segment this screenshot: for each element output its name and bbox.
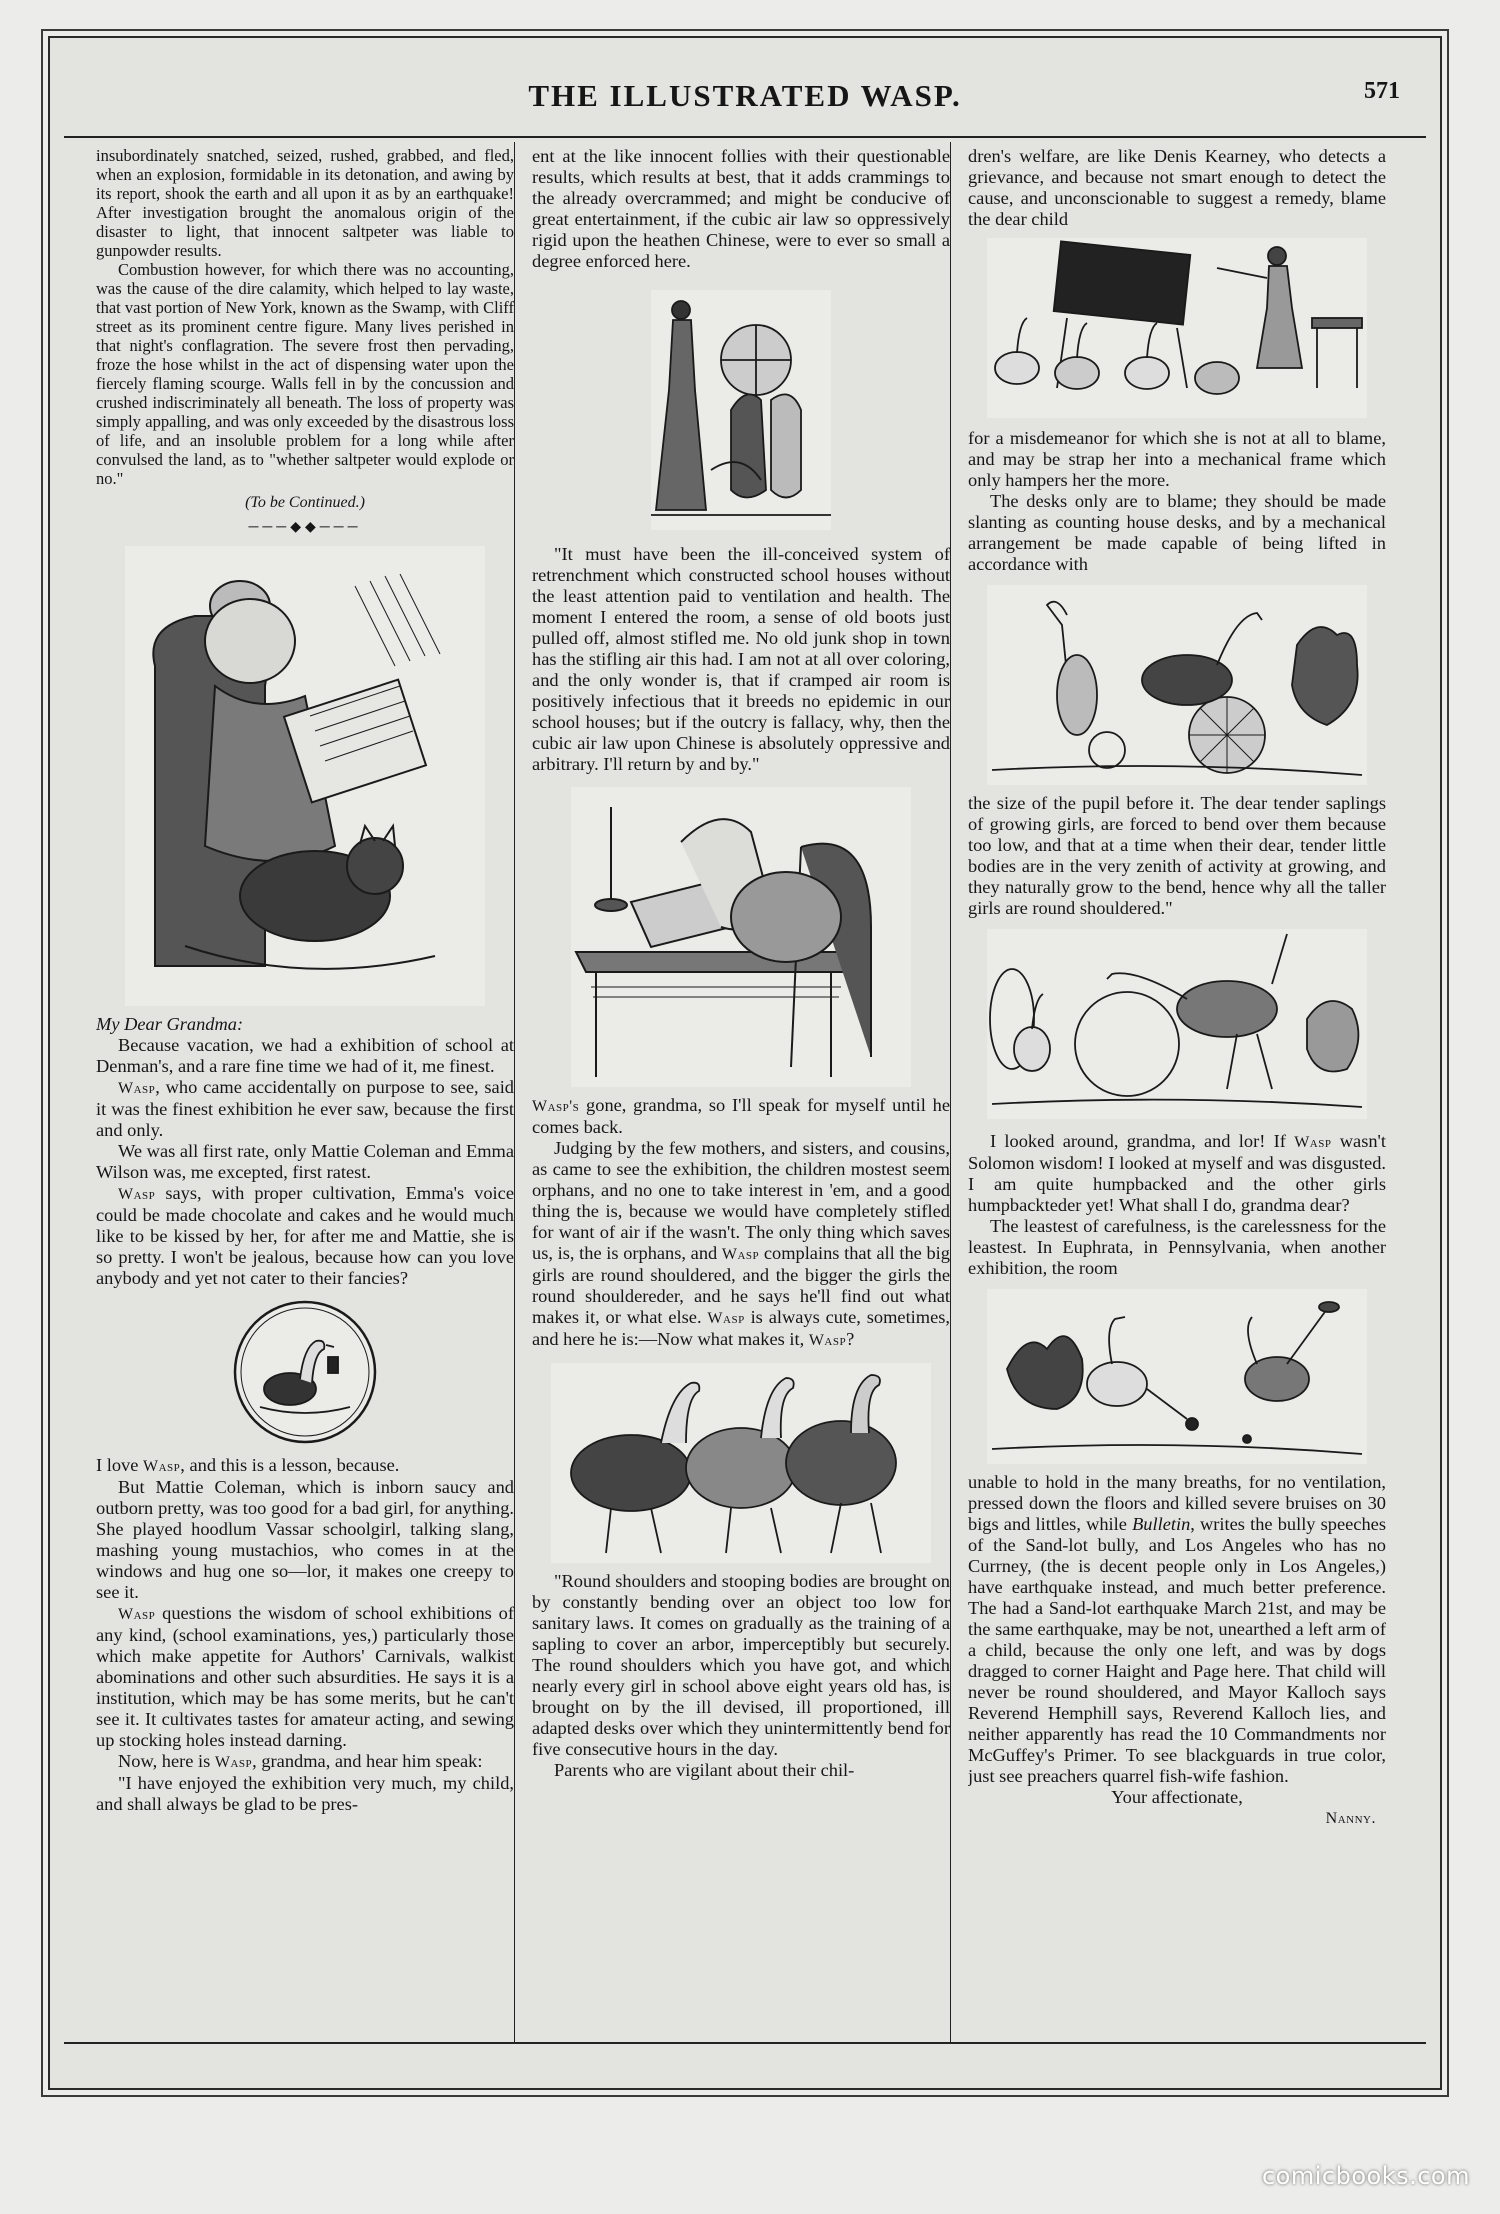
wasp-name: Wasp	[118, 1080, 156, 1097]
paragraph: for a misdemeanor for which she is not at all to blame, and may be strap her into a mechanical frame which only hampers her the more.	[968, 428, 1386, 490]
paragraph: The desks only are to blame; they should be made slanting as counting house desks, and by a mechanical arrangement be made capable of being lifted in accordance with	[968, 491, 1386, 574]
hoop-illustration-svg	[987, 929, 1367, 1119]
page-title: THE ILLUSTRATED WASP.	[528, 78, 962, 113]
column-divider-2	[950, 142, 951, 2042]
bulletin-name: Bulletin	[1132, 1514, 1191, 1534]
top-rule	[64, 136, 1426, 138]
paragraph-text: I looked around, grandma, and lor! If	[990, 1131, 1295, 1151]
paragraph-text: , and this is a lesson, because.	[180, 1455, 400, 1475]
paragraph: insubordinately snatched, seized, rushed, grabbed, and fled, when an explosion, formidable in its detonation, and awing by its report, shook the earth and all upon it as by an earthquake! After investigation brought the anomalous origin of the disaster to light, that innocent saltpeter was liable to gunpowder results.	[96, 146, 514, 260]
newspaper-page	[48, 36, 1442, 2090]
wasp-name: Wasp	[118, 1606, 156, 1623]
paragraph: Because vacation, we had a exhibition of school at Denman's, and a rare fine time we had of it, me finest.	[96, 1035, 514, 1076]
paragraph-text: is always cute, sometimes, and here he is:—Now what makes it,	[532, 1307, 950, 1349]
watermark: comicbooks.com	[1261, 2162, 1470, 2190]
paragraph	[96, 1183, 514, 1289]
paragraph-text: gone, grandma, so I'll speak for myself until he comes back.	[532, 1095, 950, 1137]
paragraph: The leastest of carefulness, is the carelessness for the leastest. In Euphrata, in Pennsylvania, when another exhibition, the room	[968, 1216, 1386, 1278]
classroom-illustration-svg	[987, 238, 1367, 418]
paragraph: Parents who are vigilant about their chil-	[554, 1760, 855, 1780]
grandma-reading-cat-illustration	[125, 546, 485, 1006]
bottom-rule	[64, 2042, 1426, 2044]
wasp-name: Wasp	[118, 1186, 156, 1203]
goose-medallion-svg	[230, 1297, 380, 1447]
paragraph	[96, 1751, 514, 1773]
page-number: 571	[1364, 78, 1400, 104]
paragraph	[968, 1472, 1386, 1787]
paragraph-text: complains that all the big girls are round shouldered, and the bigger the girls the round shouldereder, and he says he'll find out what makes it, or what else.	[532, 1243, 950, 1327]
wasp-name: Wasp's	[532, 1098, 580, 1115]
closing: Your affectionate,	[1111, 1787, 1243, 1807]
wasp-name: Wasp	[1294, 1134, 1332, 1151]
column-1	[96, 146, 514, 2036]
paragraph	[532, 1138, 950, 1351]
geese-croquet-illustration	[987, 1289, 1367, 1464]
geese-flock-illustration	[551, 1363, 931, 1563]
paragraph-text: wasn't Solomon wisdom! I looked at myself and was disgusted. I am quite humpbacked and the other girls humpbackteder yet! What shall I do, grandma dear?	[968, 1131, 1386, 1215]
paragraph	[968, 1131, 1386, 1216]
wasp-name: Wasp	[721, 1246, 760, 1263]
masthead	[50, 78, 1440, 134]
paragraph-text: Judging by the few mothers, and sisters, and cousins, as came to see the exhibition, the children mostest seem orphans, and no one to take interest in 'em, and a good thing the is, because we would have completely stifled for want of air if the wasn't. The only thing which saves us, is, the is orphans, and	[532, 1138, 950, 1263]
paragraph: the size of the pupil before it. The dear tender saplings of growing girls, are forced to bend over them because too low, and that at a time when their dear, tender little bodies are in the very zenith of activity at growing, and they naturally grow to the bend, hence why all the taller girls are round shouldered."	[968, 793, 1386, 918]
paragraph-text: ?	[846, 1329, 855, 1349]
column-2	[532, 146, 950, 2036]
geese-hoop-rolling-illustration	[987, 929, 1367, 1119]
paragraph: Combustion however, for which there was no accounting, was the cause of the dire calamity, which helped to lay waste, that vast portion of New York, known as the Swamp, with Cliff street as its prominent centre figure. Many lives perished in that night's conflagration. The severe frost then pervading, froze the hose whilst in the act of dispensing water upon the fiercely flaming scourge. Walls fell in by the concussion and crushed indiscriminately all beneath. The loss of property was simply appalling, and was only exceeded by the disastrous loss of life, and an insoluble problem for a long while after convulsed the land, as to "whether saltpeter would explode or no."	[96, 260, 514, 488]
paragraph: "I have enjoyed the exhibition very much, my child, and shall always be glad to be pres-	[96, 1773, 514, 1814]
paragraph	[96, 1603, 514, 1751]
geese-classroom-blackboard-illustration	[987, 238, 1367, 418]
globe-illustration-svg	[651, 290, 831, 530]
paragraph: We was all first rate, only Mattie Coleman and Emma Wilson was, me excepted, first ratest.	[96, 1141, 514, 1182]
paragraph	[96, 1455, 514, 1477]
paragraph-text: unable to hold in the many breaths, for no ventilation, pressed down the floors and killed severe bruises on 30 bigs and littles, while	[968, 1472, 1386, 1534]
paragraph-text: I love	[96, 1455, 143, 1475]
paragraph: But Mattie Coleman, which is inborn saucy and outborn pretty, was too good for a bad girl, for anything. She played hoodlum Vassar schoolgirl, talking slang, mashing young mustachios, who comes in at the windows and hug one so—lor, it makes one creepy to see it.	[96, 1477, 514, 1602]
wasp-name: Wasp	[808, 1332, 847, 1349]
column-3	[968, 146, 1386, 2036]
desk-illustration-svg	[571, 787, 911, 1087]
croquet-illustration-svg	[987, 1289, 1367, 1464]
paragraph: dren's welfare, are like Denis Kearney, who detects a grievance, and because not smart enough to detect the cause, and unconscionable to suggest a remedy, blame the dear child	[968, 146, 1386, 229]
paragraph-text: questions the wisdom of school exhibitions of any kind, (school examinations, yes,) particularly those which make appetite for Authors' Carnivals, walkist abominations and other such absurdities. He says it is a institution, which may be has some merits, but he can't see it. It cultivates tastes for amateur acting, and sewing up stocking holes instead darning.	[96, 1603, 514, 1750]
paragraph	[96, 1077, 514, 1141]
continued-note: (To be Continued.)	[245, 494, 365, 511]
wasp-name: Wasp	[214, 1754, 253, 1771]
column-divider-1	[514, 142, 515, 2042]
goose-reading-desk-illustration	[571, 787, 911, 1087]
cart-illustration-svg	[987, 585, 1367, 785]
paragraph-text: , writes the bully speeches of the Sand-lot bully, and Los Angeles who has no Currney, (the is decent people only in Los Angeles,) have earthquake instead, and much better preference. The had a Sand-lot earthquake March 21st, and may be the same earthquake, may be not, unearthed a left arm of a child, because the only one left, and was by dogs dragged to corner Haight and Page here. That child will never be round shouldered, and Mayor Kalloch says Reverend Hemphill says, Reverend Kalloch lies, and neither apparently has read the 10 Commandments nor McGuffey's Primer. To see blackguards in true color, just see preachers quarrel fish-wife fashion.	[968, 1514, 1386, 1786]
paragraph: "It must have been the ill-conceived system of retrenchment which constructed school houses without the least attention paid to ventilation and health. The moment I entered the room, a sense of old boots just pulled off, almost stifled me. No old junk shop in town has the stifling air this had. I am not at all over coloring, and the only wonder is, that if cramped air room is positively infectious that it breeds no epidemic in our school houses; but if the outcry is fallacy, why, then the cubic air law upon Chinese is absolutely oppressive and arbitrary. I'll return by and by."	[532, 544, 950, 774]
flock-illustration-svg	[551, 1363, 931, 1563]
paragraph-text: , who came accidentally on purpose to see, said it was the finest exhibition he ever saw, because the first and only.	[96, 1077, 514, 1140]
paragraph	[532, 1095, 950, 1138]
woman-globe-geese-illustration	[651, 290, 831, 530]
paragraph: "Round shoulders and stooping bodies are brought on by constantly bending over an object too low for sanitary laws. It comes on gradually as the training of a sapling to cover an arbor, imperceptibly but securely. The round shoulders which you have got, and which nearly every girl in school above eight years old has, is brought on by the ill devised, ill proportioned, ill adapted desks over which they unintermittently bend for five consecutive hours in the day.	[532, 1571, 950, 1759]
salutation: My Dear Grandma:	[96, 1014, 244, 1034]
paragraph-text: Now, here is	[118, 1751, 215, 1771]
signature: Nanny.	[1325, 1810, 1376, 1827]
divider-ornament: ───◆◆───	[248, 520, 362, 535]
paragraph-text: says, with proper cultivation, Emma's voice could be made chocolate and cakes and he would much like to be kissed by her, for after me and Mattie, she is so pretty. I won't be jealous, because how can you love anybody and yet not cater to their fancies?	[96, 1183, 514, 1288]
goose-medallion-illustration	[230, 1297, 380, 1447]
geese-wheeled-cart-illustration	[987, 585, 1367, 785]
grandma-illustration-svg	[125, 546, 485, 1006]
paragraph-text: , grandma, and hear him speak:	[252, 1751, 483, 1771]
wasp-name: Wasp	[707, 1310, 745, 1327]
wasp-name: Wasp	[142, 1458, 181, 1475]
paragraph: ent at the like innocent follies with their questionable results, which results at best, that it adds crammings to the already overcrammed; and might be conducive of great entertainment, if the cubic air law so oppressively rigid upon the heathen Chinese, were to ever so small a degree enforced here.	[532, 146, 950, 271]
